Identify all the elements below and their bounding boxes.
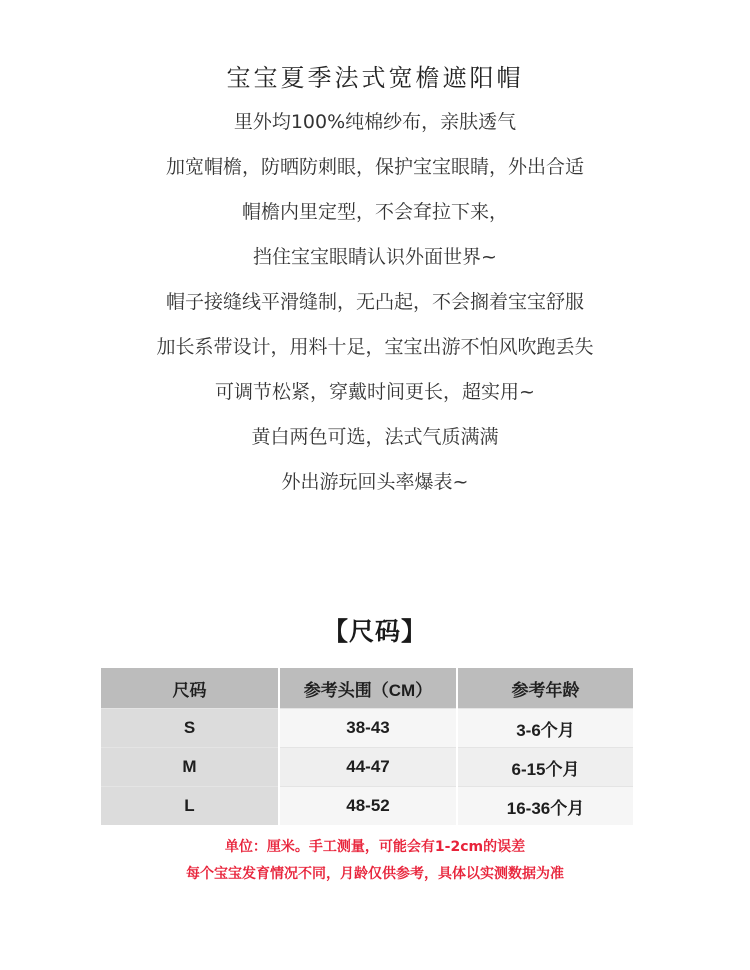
table-header-row xyxy=(101,668,633,709)
size-cell: L xyxy=(101,787,279,826)
product-title: 宝宝夏季法式宽檐遮阳帽 xyxy=(226,64,524,92)
age-reference-note: 每个宝宝发育情况不同，月龄仅供参考，具体以实测数据为准 xyxy=(186,866,564,882)
size-cell: S xyxy=(101,709,279,748)
head-circumference-cell: 48-52 xyxy=(279,787,457,826)
description-line: 挡住宝宝眼睛认识外面世界~ xyxy=(253,246,497,268)
age-cell: 6-15个月 xyxy=(457,748,633,787)
description-line: 黄白两色可选，法式气质满满 xyxy=(251,426,499,448)
description-line: 里外均100%纯棉纱布，亲肤透气 xyxy=(233,111,517,133)
head-circumference-cell: 38-43 xyxy=(279,709,457,748)
description-line: 加宽帽檐，防晒防刺眼，保护宝宝眼睛，外出合适 xyxy=(165,156,584,178)
head-circumference-cell: 44-47 xyxy=(279,748,457,787)
column-header-size: 尺码 xyxy=(101,668,279,709)
table-row xyxy=(101,748,633,787)
size-chart-heading: 【尺码】 xyxy=(322,617,427,646)
table-row xyxy=(101,709,633,748)
size-cell: M xyxy=(101,748,279,787)
product-description xyxy=(0,104,750,509)
age-cell: 3-6个月 xyxy=(457,709,633,748)
description-line: 帽檐内里定型，不会耷拉下来， xyxy=(241,201,508,223)
age-cell: 16-36个月 xyxy=(457,787,633,826)
table-row xyxy=(101,787,633,826)
description-line: 可调节松紧，穿戴时间更长，超实用~ xyxy=(215,381,535,403)
measurement-note: 单位：厘米。手工测量，可能会有1-2cm的误差 xyxy=(224,839,526,855)
column-header-age: 参考年龄 xyxy=(457,668,633,709)
size-chart-table xyxy=(101,668,633,825)
column-header-head-circumference: 参考头围（CM） xyxy=(279,668,457,709)
description-line: 帽子接缝线平滑缝制，无凸起，不会搁着宝宝舒服 xyxy=(165,291,584,313)
description-line: 加长系带设计，用料十足，宝宝出游不怕风吹跑丢失 xyxy=(156,336,594,358)
description-line: 外出游玩回头率爆表~ xyxy=(281,471,469,493)
